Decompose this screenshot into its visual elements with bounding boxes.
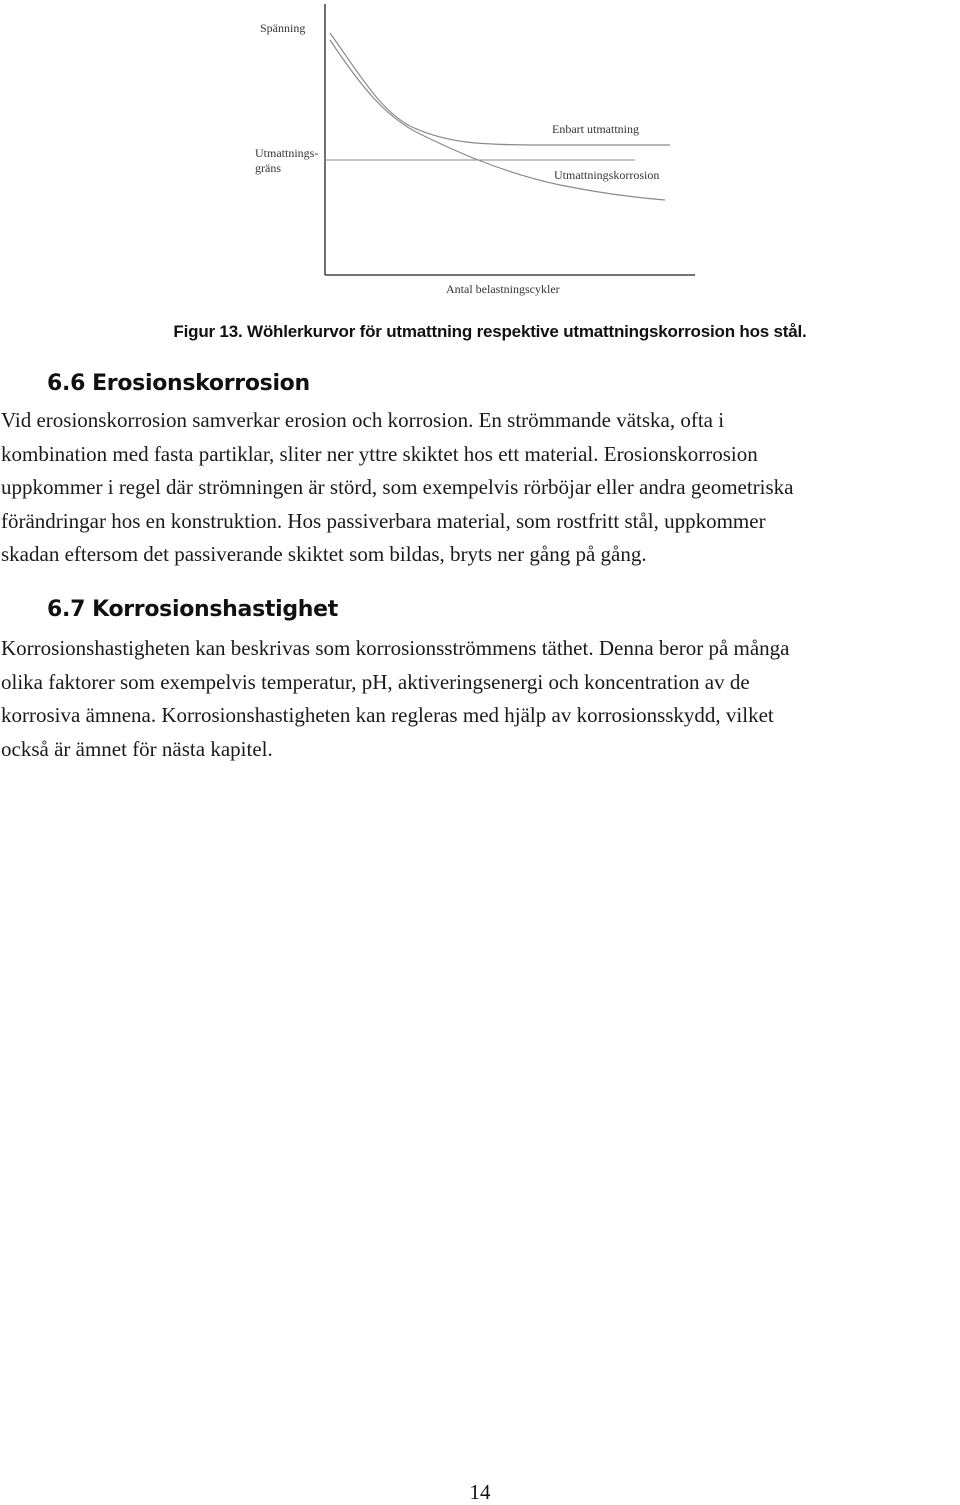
text-line: Korrosionshastigheten kan beskrivas som korrosionsströmmens täthet. Denna beror på många <box>1 636 790 660</box>
woehler-figure <box>240 0 700 305</box>
x-axis-label: Antal belastningscykler <box>446 282 560 296</box>
text-line: förändringar hos en konstruktion. Hos passiverbara material, som rostfritt stål, uppkommer <box>1 508 766 533</box>
text-line: skadan eftersom det passiverande skiktet som bildas, bryts ner gång på gång. <box>1 542 647 566</box>
caption-text: Wöhlerkurvor för utmattning respektive utmattningskorrosion hos stål. <box>247 322 807 341</box>
section-title: Erosionskorrosion <box>92 371 310 396</box>
caption-label: Figur 13. <box>173 322 243 341</box>
text-line: olika faktorer som exempelvis temperatur, pH, aktiveringsenergi och koncentration av de <box>1 669 750 694</box>
section-paragraph-6-7 <box>1 632 959 766</box>
section-heading-6-6 <box>47 371 310 396</box>
woehler-diagram <box>240 0 700 305</box>
curve-fatigue-label: Enbart utmattning <box>552 122 639 136</box>
text-line: uppkommer i regel där strömningen är störd, som exempelvis rörböjar eller andra geometriska <box>1 475 794 499</box>
text-line: också är ämnet för nästa kapitel. <box>1 736 273 761</box>
section-number: 6.7 <box>47 597 86 622</box>
y-axis-label: Spänning <box>260 21 306 35</box>
section-paragraph-6-6 <box>1 404 959 572</box>
page-number: 14 <box>469 1480 491 1504</box>
fatigue-limit-label-line1: Utmattnings- <box>255 146 319 160</box>
text-line: Vid erosionskorrosion samverkar erosion och korrosion. En strömmande vätska, ofta i <box>1 408 725 432</box>
section-heading-6-7 <box>47 597 338 622</box>
text-line: korrosiva ämnena. Korrosionshastigheten kan regleras med hjälp av korrosionsskydd, vilket <box>1 703 774 727</box>
fatigue-limit-label-line2: gräns <box>255 161 281 175</box>
curve-corrosion-label: Utmattningskorrosion <box>554 168 660 182</box>
section-title: Korrosionshastighet <box>92 597 338 622</box>
figure-caption <box>0 322 960 342</box>
text-line: kombination med fasta partiklar, sliter ner yttre skiktet hos ett material. Erosionskorrosion <box>1 441 758 466</box>
section-number: 6.6 <box>47 371 86 396</box>
